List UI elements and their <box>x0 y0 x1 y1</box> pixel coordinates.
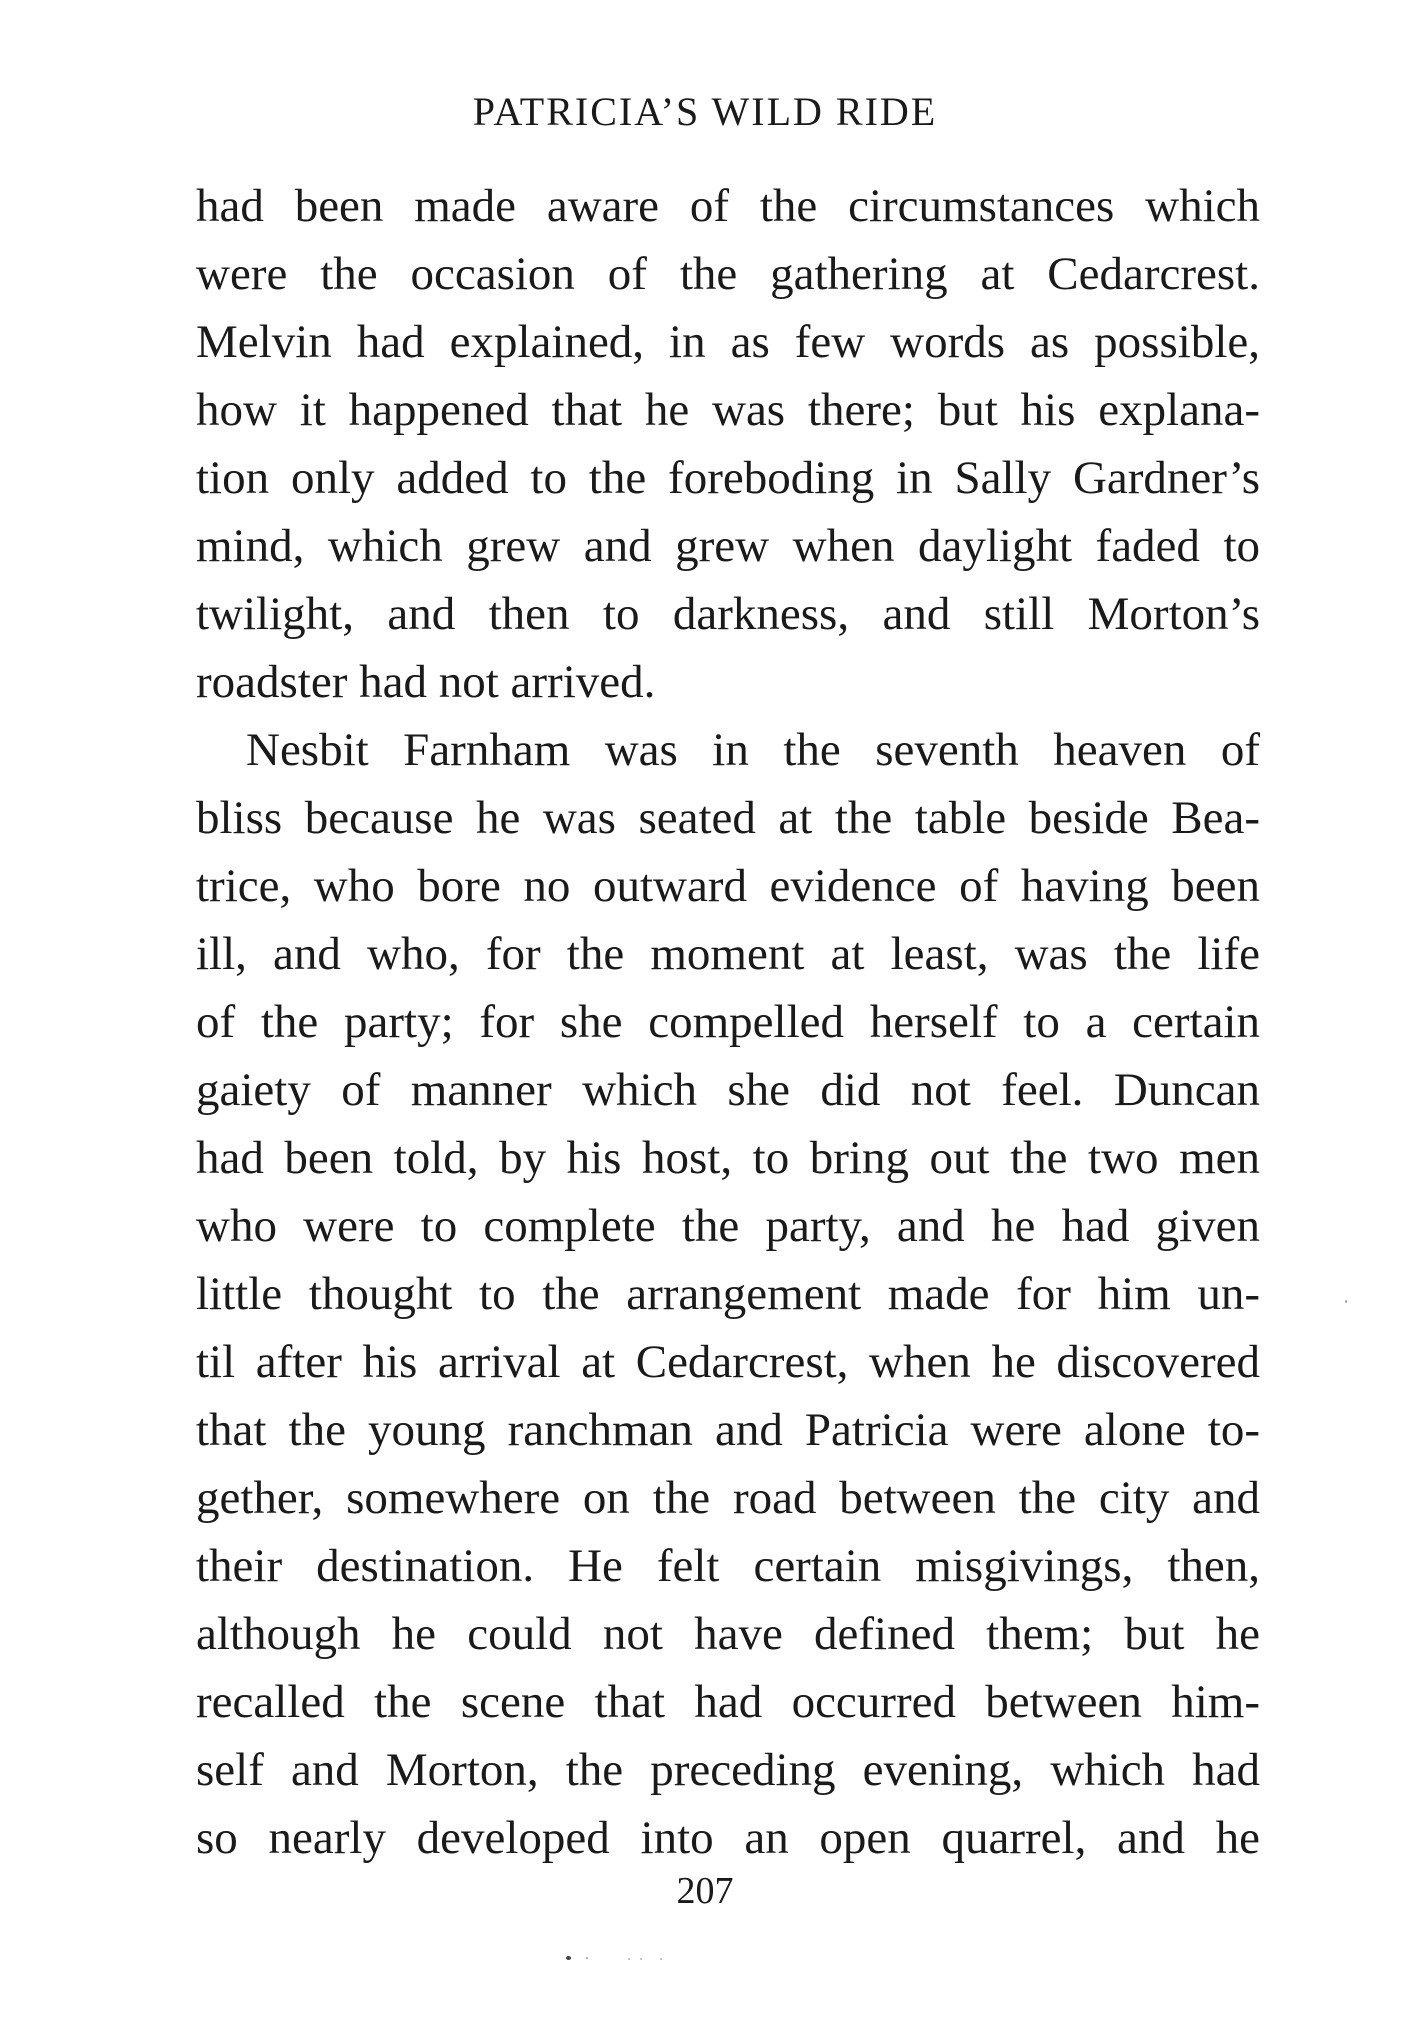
text-line: til after his arrival at Cedarcrest, when he discovered <box>196 1336 1260 1388</box>
text-line: had been told, by his host, to bring out the two men <box>196 1132 1260 1184</box>
text-line: ill, and who, for the moment at least, was the life <box>196 928 1260 980</box>
text-line: mind, which grew and grew when daylight faded to <box>196 520 1260 572</box>
text-line: twilight, and then to darkness, and still Morton’s <box>196 588 1260 640</box>
text-line: so nearly developed into an open quarrel, and he <box>196 1812 1260 1864</box>
page-number: 207 <box>676 1870 734 1912</box>
text-line: recalled the scene that had occurred between him- <box>196 1676 1260 1728</box>
print-speck <box>566 1956 571 1960</box>
text-line: Melvin had explained, in as few words as possible, <box>196 316 1260 368</box>
body-text <box>196 172 1260 1872</box>
text-line: that the young ranchman and Patricia were alone to- <box>196 1404 1260 1456</box>
text-line: had been made aware of the circumstances which <box>196 180 1260 232</box>
text-line: self and Morton, the preceding evening, which had <box>196 1744 1260 1796</box>
text-line: Nesbit Farnham was in the seventh heaven of <box>246 724 1260 776</box>
text-line: how it happened that he was there; but his explana- <box>196 384 1260 436</box>
text-line: their destination. He felt certain misgivings, then, <box>196 1540 1260 1592</box>
text-line: little thought to the arrangement made for him un- <box>196 1268 1260 1320</box>
print-speck <box>586 1957 588 1959</box>
print-speck <box>640 1958 642 1960</box>
text-line: although he could not have defined them; but he <box>196 1608 1260 1660</box>
print-speck <box>628 1958 630 1960</box>
text-line: bliss because he was seated at the table beside Bea- <box>196 792 1260 844</box>
text-line: gaiety of manner which she did not feel. Duncan <box>196 1064 1260 1116</box>
print-speck <box>1345 1300 1347 1303</box>
text-line: tion only added to the foreboding in Sally Gardner’s <box>196 452 1260 504</box>
text-line: who were to complete the party, and he had given <box>196 1200 1260 1252</box>
text-line: trice, who bore no outward evidence of having been <box>196 860 1260 912</box>
text-line: gether, somewhere on the road between the city and <box>196 1472 1260 1524</box>
text-line: of the party; for she compelled herself to a certain <box>196 996 1260 1048</box>
text-line: were the occasion of the gathering at Cedarcrest. <box>196 248 1260 300</box>
print-speck <box>660 1958 662 1960</box>
text-line: roadster had not arrived. <box>196 656 656 708</box>
running-head: PATRICIA’S WILD RIDE <box>472 89 938 134</box>
